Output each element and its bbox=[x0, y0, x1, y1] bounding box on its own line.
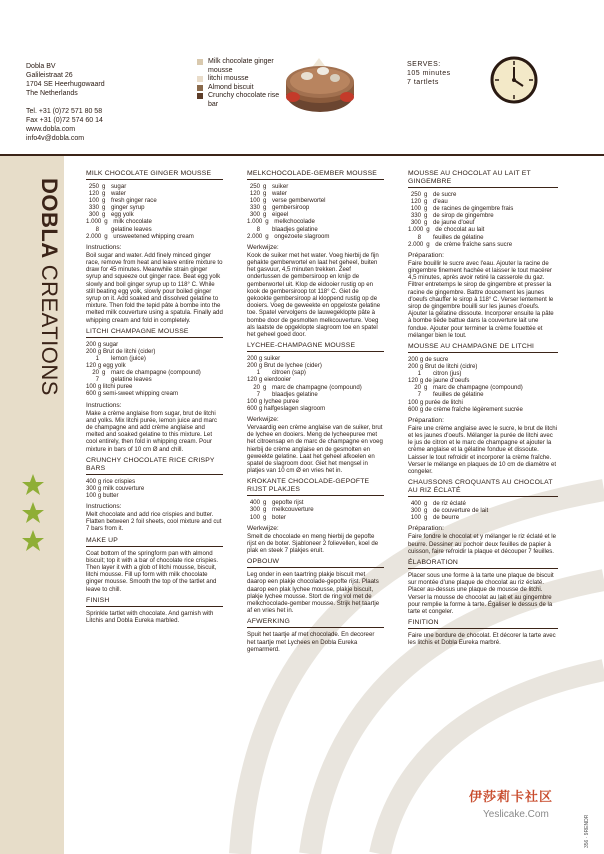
ingredient-name: ginger syrup bbox=[111, 204, 145, 212]
serves-info bbox=[407, 60, 451, 87]
ingredient-amount: 300 bbox=[88, 211, 99, 219]
instruction-text: Leg onder in een taartring plakje biscuit met daarop een plakje chocolade-gepofte rijst. Plaats daarop een plak lychee mousse, plakje biscuit, plakje lychee mousse. Stort de ring vol met de melkchocolade-gember mousse. Strijk het taartje af en vries het in. bbox=[247, 571, 380, 615]
instruction-text: Placer sous une forme à la tarte une plaque de biscuit sur montée d'une plaque de chocolat au riz éclaté. Placer au-dessus une plaque de mousse de litchi. Verser la mousse de chocolat au lait et au gingembre pour remplie la forme à tarte. Égaliser le dessus de la tarte et congeler. bbox=[408, 572, 554, 616]
ingredient-unit: g bbox=[424, 198, 428, 206]
address-line: Galileistraat 26 bbox=[26, 72, 73, 79]
ingredient-amount: 250 bbox=[410, 191, 421, 198]
ingredient-line: 100 g butter bbox=[86, 491, 119, 499]
ingredient-row bbox=[247, 204, 384, 211]
ingredient-name: de jaune d'oeuf bbox=[433, 219, 475, 227]
star-icon bbox=[22, 474, 44, 495]
legend-item bbox=[197, 84, 288, 93]
ingredient-unit bbox=[263, 391, 272, 398]
ingredient-amount: 1 bbox=[95, 354, 99, 362]
instructions-label: Werkwijze: bbox=[247, 415, 279, 423]
ingredient-name: ongezoete slagroom bbox=[274, 232, 330, 240]
ingredient-amount: 330 bbox=[88, 204, 99, 212]
section-heading: FINITION bbox=[408, 619, 558, 629]
ingredient-name: de couverture de lait bbox=[433, 507, 489, 515]
instruction-text: Faire une crème anglaise avec le sucre, le brut de litchi et les jaunes d'oeufs. Mélanger la purée de litchi avec le jus de citron et le marc de champagne et ajouter la crème anglaise et la gélatine fondue et dissoute. Laisser le tout refroidir et incorporer la crème fraîche. Verser le mélange en plaques de 10 cm de diamètre et congeler. bbox=[408, 424, 558, 475]
address-line: info4v@dobla.com bbox=[26, 135, 85, 142]
ingredient-name: sugar bbox=[111, 183, 127, 190]
instructions-label: Préparation: bbox=[408, 525, 444, 533]
ingredient-row bbox=[86, 218, 223, 225]
ingredient-line: 200 g de sucre bbox=[408, 355, 449, 363]
address-line: The Netherlands bbox=[26, 90, 78, 97]
legend-swatch bbox=[197, 93, 203, 99]
instructions-label: Préparation: bbox=[408, 251, 444, 259]
section-heading: FINISH bbox=[86, 597, 223, 607]
instruction-text: Boil sugar and water. Add finely minced ginger race, remove from heat and leave entire mixture to draw for 45 minutes. Meanwhile strain ginger syrup and squeeze out ginger race. Beat egg yolk slowly and boil ginger syrup up to 118° C. While still beating egg yolk, slowly pour boiled ginger syrup on it. Add soaked and dissolved gelatine to mixture. Then fold the tepid pâte à bombe into the melted milk couverture using a spatula. Finally add whipping cream and fold in completely. bbox=[86, 251, 223, 324]
ingredient-name: suiker bbox=[272, 183, 289, 190]
star-icon bbox=[22, 530, 44, 551]
ingredient-amount: 100 bbox=[88, 197, 99, 205]
ingredient-row bbox=[247, 211, 384, 218]
ingredient-name: egg yolk bbox=[111, 211, 134, 219]
ingredient-name: citron (jus) bbox=[433, 370, 462, 378]
ingredient-amount: 120 bbox=[410, 198, 421, 206]
instruction-text: Sprinkle tartlet with chocolate. And garnish with Litchis and Dobla Eureka marbled. bbox=[86, 609, 214, 625]
ingredient-amount: 100 bbox=[249, 513, 260, 521]
cake-illustration bbox=[279, 56, 361, 116]
ingredient-name: de riz éclaté bbox=[433, 500, 466, 508]
instructions-label: Werkwijze: bbox=[247, 524, 279, 532]
ingredient-unit: g bbox=[104, 232, 108, 240]
rating-stars bbox=[22, 474, 44, 552]
ingredient-unit bbox=[102, 355, 111, 362]
instruction-text: Smelt de chocolade en meng hierbij de gepofte rijst en de boter. Sjabloneer 2 folievellen, koel de plak en steek 7 plakjes eruit. bbox=[247, 532, 379, 555]
ingredient-amount: 100 bbox=[249, 197, 260, 205]
ingredient-unit: g bbox=[424, 212, 428, 220]
ingredient-amount: 300 bbox=[410, 219, 421, 227]
ingredient-amount: 250 bbox=[249, 183, 260, 190]
ingredient-unit: g bbox=[424, 205, 428, 213]
ingredient-row bbox=[408, 507, 558, 514]
ingredient-name: water bbox=[111, 190, 126, 198]
section-heading: MOUSSE AU CHAMPAGNE DE LITCHI bbox=[408, 343, 558, 353]
instructions-label: Instructions: bbox=[86, 401, 122, 409]
ingredient-row bbox=[408, 500, 558, 507]
ingredient-name: milk chocolate bbox=[113, 218, 152, 226]
ingredient-line: 200 g Brut de litchi (cidre) bbox=[408, 363, 478, 371]
ingredient-line: 120 g eierdooier bbox=[247, 376, 292, 384]
section-heading: MILK CHOCOLATE GINGER MOUSSE bbox=[86, 170, 223, 180]
ingredient-name: feuilles de gélatine bbox=[433, 233, 484, 241]
address-line: Tel. +31 (0)72 571 80 58 bbox=[26, 108, 103, 115]
legend-label: Milk chocolate ginger mousse bbox=[208, 58, 274, 74]
ingredient-amount: 7 bbox=[95, 376, 99, 384]
ingredient-unit: g bbox=[102, 211, 106, 219]
legend-item bbox=[197, 92, 288, 109]
ingredient-row bbox=[247, 506, 384, 513]
instruction-text: Vervaardig een crème anglaise van de suiker, brut de lychee en dooiers. Meng de lycheepuree met het citroensap en de marc de champagne en voeg hierbij de crème anglaise en de gesmolten en geweekte gelatine. Laat het geheel afkoelen en spatel de slagroom door. Giet het mengsel in platjes van 10 cm Ø en vries het in. bbox=[247, 423, 383, 475]
ingredient-amount: 120 bbox=[88, 190, 99, 198]
ingredient-unit: g bbox=[102, 190, 106, 198]
ingredient-name: de crème fraîche sans sucre bbox=[435, 240, 513, 248]
ingredient-row bbox=[247, 197, 384, 204]
brand-word-1: DOBLA bbox=[37, 178, 62, 259]
brand-vertical-title bbox=[18, 172, 62, 452]
ingredient-row bbox=[408, 191, 558, 198]
ingredient-line: 100 g lychee puree bbox=[247, 397, 299, 405]
instruction-text: Faire bouillir le sucre avec l'eau. Ajouter la racine de gingembre finement hachée et laisser le tout macérer 4,5 minutes, après avoir retiré la casserole du gaz. Filtrer entretemps le sirop de gingembre et presser la racine de gingembre. Battre doucement les jaunes d'oeufs chauffer le sirop à 118° C. Verser lentement le sirop de gingembre bouilli sur les jaunes d'oeufs. Ajouter la gélatine dissoute. Incorporer ensuite la pâte à bombe tiède battue dans la couverture lait une fondue. Ajouter pour terminer la crème fouettée et mélanger bien le tout. bbox=[408, 259, 554, 339]
address-line: Dobla BV bbox=[26, 63, 56, 70]
ingredient-name: gelatine leaves bbox=[111, 225, 152, 233]
ingredient-unit bbox=[102, 376, 111, 383]
ingredient-amount: 300 bbox=[249, 506, 260, 514]
ingredient-unit: g bbox=[263, 383, 267, 391]
ingredient-row bbox=[408, 198, 558, 205]
instruction-text: Melt chocolate and add rice crispies and butter. Flatten between 2 foil sheets, cool mixture and cut 7 bars from it. bbox=[86, 511, 222, 533]
ingredient-row bbox=[247, 190, 384, 197]
ingredient-unit: g bbox=[102, 183, 106, 190]
watermark bbox=[463, 787, 575, 825]
instruction-text: Kook de suiker met het water. Voeg hierbij de fijn gehakte gemberwortel en laat het geheel, buiten het gasvuur, 4,5 minuten trekken. Zeef ondertussen de gembersiroop en knijp de gemberwortel uit. Klop de eidooier rustig op en kook de gembersiroop tot 118° C. Giet de gekookte gembersiroop al kloppend rustig op de dooiers. Voeg de geweekte en opgeloste gelatine toe. Spatel vervolgens de lauwegeklopte pâte à bombe door de gesmolten melkcouverture. Voeg als laatste de opgeklopte slagroom toe en spatel het geheel goed door. bbox=[247, 251, 381, 338]
instruction-text: Faire fondre le chocolat et y mélanger le riz éclaté et le beurre. Dessiner au pochoir deux feuilles de papier à cuisson, faire refroidir la plaque et découper 7 feuilles. bbox=[408, 533, 557, 555]
ingredient-name: marc de champagne (compound) bbox=[111, 369, 201, 377]
ingredient-unit: g bbox=[102, 204, 106, 212]
ingredient-line: 200 g Brut de litchi (cider) bbox=[86, 347, 156, 355]
ingredient-name: citroen (sap) bbox=[272, 369, 306, 377]
section-heading: CRUNCHY CHOCOLATE RICE CRISPY BARS bbox=[86, 457, 223, 475]
section-heading: LYCHEE-CHAMPAGNE MOUSSE bbox=[247, 342, 384, 352]
ingredient-amount: 7 bbox=[417, 391, 421, 399]
ingredient-name: d'eau bbox=[433, 198, 448, 206]
watermark-chinese: 伊莎莉卡社区 bbox=[469, 789, 554, 804]
ingredient-amount: 1 bbox=[417, 370, 421, 378]
ingredient-unit bbox=[263, 226, 272, 233]
ingredient-amount: 2.000 bbox=[247, 232, 263, 240]
ingredient-name: water bbox=[272, 190, 287, 198]
recipe-column-dutch bbox=[247, 170, 384, 656]
ingredient-row bbox=[247, 226, 384, 233]
recipe-column-english bbox=[86, 170, 223, 627]
ingredient-line: 400 g rice crispies bbox=[86, 477, 136, 485]
ingredient-unit: g bbox=[265, 218, 269, 226]
ingredient-amount: 20 bbox=[253, 383, 260, 391]
ingredient-amount: 20 bbox=[92, 369, 99, 377]
ingredient-row bbox=[408, 212, 558, 219]
ingredient-row bbox=[86, 233, 223, 240]
ingredient-unit: g bbox=[263, 190, 267, 198]
ingredient-name: gembersiroop bbox=[272, 204, 310, 212]
ingredient-amount: 8 bbox=[95, 225, 99, 233]
section-heading: KROKANTE CHOCOLADE-GEPOFTE RIJST PLAKJES bbox=[247, 478, 384, 496]
instructions-label: Instructions: bbox=[86, 503, 122, 511]
ingredient-amount: 1.000 bbox=[86, 218, 102, 226]
legend-label: litchi mousse bbox=[208, 75, 249, 82]
ingredient-name: de racines de gingembre frais bbox=[433, 205, 514, 213]
instruction-text: Make a crème anglaise from sugar, brut de litchi and yolks. Mix litchi purée, lemon juice and marc de champagne and add crème anglaise and melted and soaked gelatine to this mixture. Let cool entirely, then fold in whipping cream. Pour mixture in bars of 10 cm Ø and chill. bbox=[86, 409, 218, 453]
ingredient-amount: 1.000 bbox=[408, 226, 424, 234]
ingredient-unit: g bbox=[263, 204, 267, 212]
ingredient-name: boter bbox=[272, 513, 286, 521]
section-heading: CHAUSSONS CROQUANTS AU CHOCOLAT AU RIZ ÉCLATÉ bbox=[408, 479, 558, 497]
legend-label: Almond biscuit bbox=[208, 83, 254, 91]
section-heading: MOUSSE AU CHOCOLAT AU LAIT ET GINGEMBRE bbox=[408, 170, 558, 188]
ingredient-amount: 1.000 bbox=[247, 218, 263, 226]
ingredient-name: fresh ginger race bbox=[111, 197, 157, 205]
ingredient-unit: g bbox=[424, 219, 428, 227]
ingredient-line: 120 g egg yolk bbox=[86, 362, 126, 370]
ingredient-unit: g bbox=[263, 499, 267, 507]
ingredient-amount: 2.000 bbox=[408, 240, 424, 248]
ingredient-row bbox=[247, 514, 384, 521]
ingredient-name: eigeel bbox=[272, 211, 289, 219]
ingredient-line: 200 g Brut de lychee (cider) bbox=[247, 362, 322, 370]
ingredient-unit: g bbox=[424, 507, 428, 515]
legend-swatch bbox=[197, 59, 203, 65]
ingredient-row bbox=[86, 355, 223, 362]
ingredient-name: lemon (juice) bbox=[111, 354, 146, 362]
ingredient-row bbox=[247, 183, 384, 190]
ingredient-amount: 1 bbox=[256, 369, 260, 377]
instructions-label: Préparation: bbox=[408, 416, 444, 424]
address-line: www.dobla.com bbox=[26, 126, 76, 133]
ingredient-row bbox=[408, 234, 558, 241]
ingredient-row bbox=[408, 514, 558, 521]
ingredient-unit bbox=[424, 370, 433, 377]
ingredient-row bbox=[408, 226, 558, 233]
section-heading: ÉLABORATION bbox=[408, 559, 558, 569]
section-heading: OPBOUW bbox=[247, 558, 384, 568]
legend-item bbox=[197, 58, 288, 75]
ingredient-unit: g bbox=[263, 183, 267, 190]
ingredient-name: marc de champagne (compound) bbox=[272, 383, 362, 391]
ingredient-line: 600 g semi-sweet whipping cream bbox=[86, 390, 179, 398]
ingredient-row bbox=[247, 218, 384, 225]
ingredient-name: unsweetened whipping cream bbox=[113, 232, 194, 240]
ingredient-amount: 20 bbox=[414, 384, 421, 392]
ingredient-row bbox=[86, 183, 223, 190]
ingredient-line: 100 g litchi puree bbox=[86, 383, 133, 391]
ingredient-unit: g bbox=[424, 500, 428, 508]
ingredient-name: blaadjes gelatine bbox=[272, 225, 318, 233]
legend-item bbox=[197, 75, 288, 84]
ingredient-row bbox=[408, 370, 558, 377]
legend-swatch bbox=[197, 76, 203, 82]
ingredient-amount: 100 bbox=[410, 514, 421, 522]
ingredient-line: 200 g suiker bbox=[247, 355, 281, 363]
ingredient-amount: 300 bbox=[249, 211, 260, 219]
ingredient-unit: g bbox=[102, 369, 106, 377]
ingredient-unit: g bbox=[263, 513, 267, 521]
ingredient-line: 200 g sugar bbox=[86, 340, 119, 348]
ingredient-amount: 8 bbox=[256, 225, 260, 233]
serves-time: 105 minutes bbox=[407, 70, 451, 77]
instructions-label: Instructions: bbox=[86, 243, 122, 251]
svg-text:DOBLACREATIONS bbox=[37, 178, 62, 396]
ingredient-name: de sucre bbox=[433, 191, 457, 198]
ingredient-unit: g bbox=[424, 514, 428, 522]
instruction-text: Coat bottom of the springform pan with almond biscuit; top it with a bar of chocolate rice crispies. Then layer it with a glob of litchi mousse, biscuit, litchi mousse. Fill up form with milk chocolate ginger mousse. Smooth the top of the tartlet and leave to chill. bbox=[86, 549, 219, 593]
ingredient-amount: 400 bbox=[410, 500, 421, 508]
ingredient-row bbox=[86, 197, 223, 204]
recipe-column-french bbox=[408, 170, 558, 650]
ingredient-amount: 250 bbox=[88, 183, 99, 190]
ingredient-unit bbox=[424, 234, 433, 241]
ingredient-row bbox=[86, 376, 223, 383]
ingredient-amount: 330 bbox=[249, 204, 260, 212]
section-heading: AFWERKING bbox=[247, 618, 384, 628]
ingredient-row bbox=[408, 391, 558, 398]
clock-icon bbox=[489, 55, 539, 105]
address-line: Fax +31 (0)72 574 60 14 bbox=[26, 117, 103, 124]
ingredient-name: marc de champagne (compound) bbox=[433, 384, 523, 392]
ingredient-row bbox=[408, 384, 558, 391]
ingredient-name: gelatine leaves bbox=[111, 376, 152, 384]
ingredient-amount: 300 bbox=[410, 507, 421, 515]
serves-count: 7 tartlets bbox=[407, 79, 439, 86]
legend-label: Crunchy chocolate rise bar bbox=[208, 92, 280, 108]
ingredient-name: de sirop de gingembre bbox=[433, 212, 494, 220]
ingredient-unit: g bbox=[102, 197, 106, 205]
ingredient-amount: 400 bbox=[249, 499, 260, 507]
ingredient-row bbox=[86, 204, 223, 211]
ingredient-name: feuilles de gélatine bbox=[433, 391, 484, 399]
ingredient-name: de chocolat au lait bbox=[435, 226, 485, 234]
ingredient-unit: g bbox=[426, 226, 430, 234]
ingredient-unit: g bbox=[263, 197, 267, 205]
ingredient-line: 600 g de crème fraîche légèrement sucrée bbox=[408, 405, 523, 413]
ingredient-row bbox=[408, 219, 558, 226]
page-side-reference bbox=[579, 808, 593, 848]
ingredient-name: melkchocolade bbox=[274, 218, 315, 226]
ingredient-unit: g bbox=[263, 506, 267, 514]
ingredient-name: gepofte rijst bbox=[272, 499, 304, 507]
ingredient-amount: 330 bbox=[410, 212, 421, 220]
ingredient-row bbox=[247, 391, 384, 398]
ingredient-amount: 8 bbox=[417, 233, 421, 241]
ingredient-row bbox=[247, 369, 384, 376]
header-divider bbox=[0, 154, 604, 156]
svg-text:356 · 9RENDR: 356 · 9RENDR bbox=[584, 814, 590, 848]
star-icon bbox=[22, 502, 44, 523]
ingredient-unit: g bbox=[104, 218, 108, 226]
ingredient-unit: g bbox=[424, 384, 428, 392]
ingredient-row bbox=[86, 226, 223, 233]
ingredient-name: verse gemberwortel bbox=[272, 197, 326, 205]
ingredient-amount: 100 bbox=[410, 205, 421, 213]
ingredient-row bbox=[86, 211, 223, 218]
ingredient-unit bbox=[263, 369, 272, 376]
ingredient-unit bbox=[424, 391, 433, 398]
ingredient-unit: g bbox=[424, 191, 428, 198]
ingredient-line: 100 g purée de litchi bbox=[408, 398, 463, 406]
ingredient-row bbox=[408, 205, 558, 212]
watermark-url: Yeslicake.Com bbox=[483, 809, 549, 820]
ingredient-row bbox=[247, 499, 384, 506]
ingredient-name: melkcouverture bbox=[272, 506, 314, 514]
ingredient-amount: 7 bbox=[256, 390, 260, 398]
legend-swatch bbox=[197, 85, 203, 91]
ingredient-row bbox=[247, 384, 384, 391]
ingredient-unit: g bbox=[265, 232, 269, 240]
ingredient-name: de beurre bbox=[433, 514, 460, 522]
ingredient-unit bbox=[102, 226, 111, 233]
ingredient-row bbox=[86, 190, 223, 197]
brand-word-2: CREATIONS bbox=[37, 264, 62, 396]
address-spacer bbox=[26, 98, 105, 107]
section-heading: MELKCHOCOLADE-GEMBER MOUSSE bbox=[247, 170, 384, 180]
ingredient-unit: g bbox=[426, 240, 430, 248]
ingredient-line: 300 g milk couverture bbox=[86, 484, 145, 492]
section-heading: MAKE UP bbox=[86, 537, 223, 547]
address-line: 1704 SE Heerhugowaard bbox=[26, 81, 105, 88]
instruction-text: Spuit het taartje af met chocolade. En decoreer het taartje met Lychees en Dobla Eureka gemarmerd. bbox=[247, 631, 375, 653]
ingredient-amount: 120 bbox=[249, 190, 260, 198]
ingredient-line: 600 g halfgeslagen slagroom bbox=[247, 404, 326, 412]
ingredient-unit: g bbox=[263, 211, 267, 219]
ingredient-row bbox=[86, 369, 223, 376]
ingredient-name: blaadjes gelatine bbox=[272, 390, 318, 398]
ingredient-amount: 2.000 bbox=[86, 232, 102, 240]
instructions-label: Werkwijze: bbox=[247, 243, 279, 251]
section-heading: LITCHI CHAMPAGNE MOUSSE bbox=[86, 328, 223, 338]
company-address bbox=[26, 62, 105, 143]
ingredient-line: 120 g de jaune d'oeufs bbox=[408, 377, 470, 385]
ingredient-row bbox=[408, 241, 558, 248]
serves-label: SERVES: bbox=[407, 61, 441, 68]
layer-legend bbox=[197, 58, 288, 109]
instruction-text: Faire une bordure de chocolat. Et décorer la tarte avec les litchis et Dobla Eureka marbré. bbox=[408, 632, 556, 647]
ingredient-row bbox=[247, 233, 384, 240]
